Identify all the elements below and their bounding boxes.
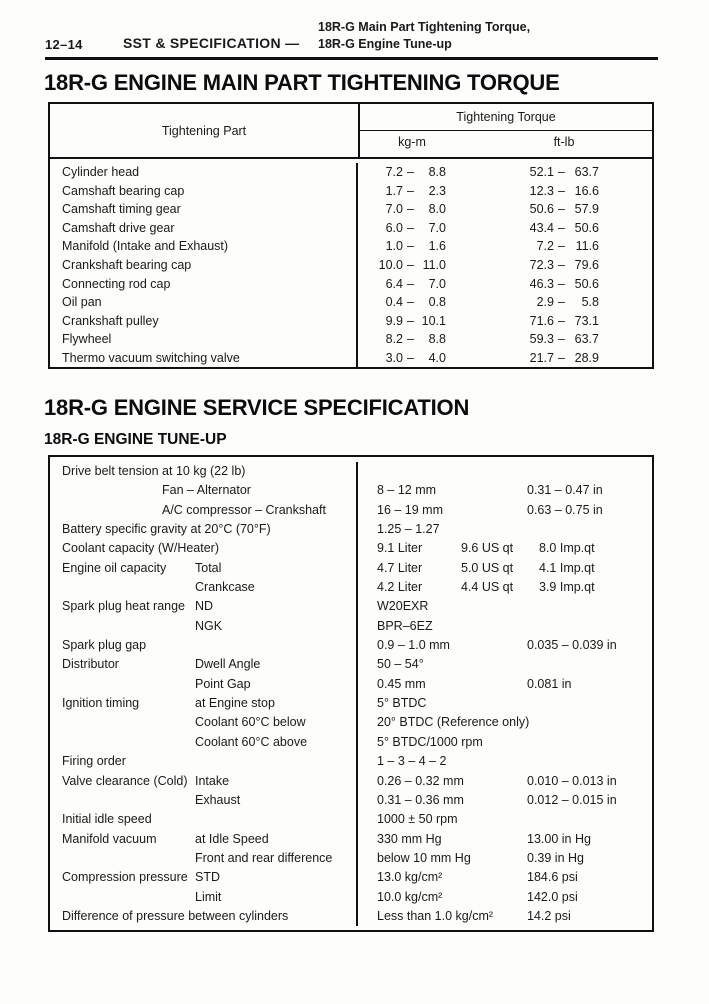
range-dash: – [558, 220, 565, 235]
spec-value-cell [358, 501, 652, 520]
table-row [50, 163, 652, 182]
spec-label: Spark plug heat range [62, 599, 186, 614]
service-section-subtitle: 18R-G ENGINE TUNE-UP [44, 431, 227, 448]
range-max: 28.9 [574, 350, 599, 365]
spec-label-cell [50, 791, 358, 810]
torque-kg-m-value [375, 330, 446, 349]
spec-value-imperial: 0.010 – 0.013 in [527, 773, 617, 788]
spec-value-imperial: 0.081 in [527, 676, 572, 691]
range-dash: – [558, 295, 565, 310]
spec-row [50, 849, 652, 868]
table-row [50, 237, 652, 256]
spec-label-cell [50, 907, 358, 926]
spec-sublabel: at Idle Speed [195, 831, 269, 846]
spec-label: Drive belt tension at 10 kg (22 lb) [62, 464, 246, 478]
spec-label-cell [50, 501, 358, 520]
spec-label-cell [50, 559, 358, 578]
spec-row [50, 791, 652, 810]
spec-value-cell [358, 520, 652, 539]
range-max: 2.3 [428, 183, 446, 198]
spec-value-us-qt: 9.6 US qt [461, 541, 514, 556]
spec-label: Distributor [62, 657, 119, 672]
spec-sublabel: Fan – Alternator [162, 483, 251, 498]
spec-value-metric: 1000 ± 50 rpm [377, 812, 458, 827]
torque-ft-lb-value [524, 163, 599, 182]
torque-kg-m-value [375, 275, 446, 294]
range-max: 11.6 [575, 239, 599, 254]
spec-value-metric: below 10 mm Hg [377, 850, 471, 865]
spec-value-cell [358, 462, 652, 481]
torque-unit-row [360, 131, 652, 157]
spec-value-cell [358, 868, 652, 887]
spec-label-cell [50, 481, 358, 500]
spec-value-metric: 5° BTDC [377, 696, 427, 711]
table-row [50, 312, 652, 331]
spec-value-metric: 0.31 – 0.36 mm [377, 792, 464, 807]
spec-row [50, 617, 652, 636]
spec-value-metric: 1 – 3 – 4 – 2 [377, 754, 447, 769]
range-min: 21.7 [529, 350, 554, 365]
range-max: 8.8 [428, 332, 446, 347]
spec-sublabel: ND [195, 599, 214, 614]
spec-value-imperial: 184.6 psi [527, 870, 578, 885]
spec-label: Manifold vacuum [62, 831, 157, 846]
spec-label-cell [50, 713, 358, 732]
torque-kg-m-value [375, 200, 446, 219]
spec-value-us-qt: 4.4 US qt [461, 580, 514, 595]
torque-values [358, 349, 652, 368]
spec-label: Initial idle speed [62, 812, 152, 827]
spec-label-cell [50, 830, 358, 849]
header-topic-line-1: 18R-G Main Part Tightening Torque, [318, 20, 531, 34]
range-dash: – [407, 220, 414, 235]
range-max: 7.0 [428, 276, 446, 291]
spec-label-cell [50, 578, 358, 597]
range-dash: – [558, 183, 565, 198]
spec-row [50, 578, 652, 597]
spec-value-cell [358, 810, 652, 829]
col-tightening-part: Tightening Part [50, 104, 360, 157]
torque-kg-m-value [375, 182, 446, 201]
range-min: 6.0 [385, 220, 403, 235]
col-ft-lb: ft-lb [553, 135, 575, 149]
spec-value-metric: 0.26 – 0.32 mm [377, 773, 464, 788]
torque-ft-lb-value [524, 275, 599, 294]
range-min: 0.4 [385, 295, 403, 310]
spec-value-imperial: 0.63 – 0.75 in [527, 502, 603, 517]
spec-label-cell [50, 636, 358, 655]
range-dash: – [407, 295, 414, 310]
range-min: 1.0 [385, 239, 403, 254]
range-max: 0.8 [428, 295, 446, 310]
table-row [50, 256, 652, 275]
part-name: Manifold (Intake and Exhaust) [50, 237, 358, 256]
spec-value-us-qt: 5.0 US qt [461, 560, 514, 575]
spec-value-imp-qt: 4.1 Imp.qt [539, 560, 595, 575]
col-kg-m: kg-m [398, 135, 426, 149]
torque-kg-m-value [375, 256, 446, 275]
range-max: 1.6 [428, 239, 446, 254]
range-max: 11.0 [422, 257, 446, 272]
spec-sublabel: Coolant 60°C below [195, 715, 306, 730]
spec-row [50, 520, 652, 539]
range-max: 50.6 [574, 220, 599, 235]
range-max: 8.0 [428, 202, 446, 217]
spec-sublabel: A/C compressor – Crankshaft [162, 502, 326, 517]
spec-sublabel: Limit [195, 889, 222, 904]
range-dash: – [407, 183, 414, 198]
spec-label: Spark plug gap [62, 638, 147, 653]
spec-value-imperial: 0.012 – 0.015 in [527, 792, 617, 807]
spec-value-metric: 1.25 – 1.27 [377, 522, 440, 537]
spec-label: Difference of pressure between cylinders [62, 908, 289, 923]
torque-ft-lb-value [524, 237, 599, 256]
range-min: 12.3 [529, 183, 554, 198]
torque-table-body [50, 159, 652, 368]
range-min: 9.9 [385, 313, 403, 328]
torque-values [358, 275, 652, 294]
torque-header-group [360, 104, 652, 157]
range-dash: – [558, 257, 565, 272]
range-max: 57.9 [574, 202, 599, 217]
range-dash: – [407, 313, 414, 328]
range-max: 63.7 [574, 165, 599, 179]
range-dash: – [558, 313, 565, 328]
torque-values [358, 200, 652, 219]
part-name: Connecting rod cap [50, 275, 358, 294]
table-row [50, 182, 652, 201]
spec-label: Battery specific gravity at 20°C (70°F) [62, 522, 271, 537]
range-max: 16.6 [574, 183, 599, 198]
spec-value-cell [358, 791, 652, 810]
spec-value-metric: 4.2 Liter [377, 580, 423, 595]
spec-sublabel: Coolant 60°C above [195, 734, 308, 749]
spec-sublabel: Point Gap [195, 676, 251, 691]
spec-value-metric: 13.0 kg/cm² [377, 870, 443, 885]
spec-value-cell [358, 849, 652, 868]
range-dash: – [558, 165, 565, 179]
range-min: 2.9 [536, 295, 554, 310]
spec-label-cell [50, 617, 358, 636]
torque-kg-m-value [375, 163, 446, 182]
spec-label-cell [50, 675, 358, 694]
range-max: 63.7 [574, 332, 599, 347]
spec-sublabel: Dwell Angle [195, 657, 261, 672]
torque-kg-m-value [375, 349, 446, 368]
spec-row [50, 772, 652, 791]
torque-values [358, 330, 652, 349]
spec-row [50, 810, 652, 829]
spec-row [50, 655, 652, 674]
spec-label-cell [50, 752, 358, 771]
torque-values [358, 293, 652, 312]
part-name: Thermo vacuum switching valve [50, 349, 358, 368]
spec-value-metric: 50 – 54° [377, 657, 424, 672]
range-max: 50.6 [574, 276, 599, 291]
header-topic-line-2: 18R-G Engine Tune-up [318, 37, 452, 51]
range-dash: – [558, 202, 565, 217]
spec-label: Engine oil capacity [62, 560, 167, 575]
spec-label-cell [50, 539, 358, 558]
spec-value-imp-qt: 8.0 Imp.qt [539, 541, 595, 556]
range-max: 79.6 [574, 257, 599, 272]
range-min: 50.6 [529, 202, 554, 217]
spec-value-imperial: 142.0 psi [527, 889, 578, 904]
range-max: 73.1 [574, 313, 599, 328]
part-name: Camshaft bearing cap [50, 182, 358, 201]
spec-label-cell [50, 772, 358, 791]
part-name: Camshaft timing gear [50, 200, 358, 219]
spec-sublabel: STD [195, 870, 220, 885]
range-max: 10.1 [421, 313, 446, 328]
torque-values [358, 312, 652, 331]
torque-ft-lb-value [524, 256, 599, 275]
range-dash: – [558, 350, 565, 365]
range-dash: – [407, 257, 414, 272]
spec-value-metric: 10.0 kg/cm² [377, 889, 443, 904]
spec-label: Compression pressure [62, 870, 188, 885]
spec-row [50, 868, 652, 887]
range-min: 46.3 [529, 276, 554, 291]
torque-section-title: 18R-G ENGINE MAIN PART TIGHTENING TORQUE [44, 70, 560, 95]
spec-value-cell [358, 559, 652, 578]
tightening-torque-table [48, 102, 654, 369]
spec-value-metric: 5° BTDC/1000 rpm [377, 734, 483, 749]
spec-row [50, 481, 652, 500]
spec-sublabel: Intake [195, 773, 230, 788]
range-min: 52.1 [529, 165, 554, 179]
spec-label-cell [50, 694, 358, 713]
range-min: 7.2 [536, 239, 554, 254]
spec-value-cell [358, 655, 652, 674]
range-dash: – [407, 239, 414, 254]
torque-ft-lb-value [524, 312, 599, 331]
spec-value-imperial: 14.2 psi [527, 908, 571, 923]
spec-row [50, 907, 652, 926]
spec-label: Coolant capacity (W/Heater) [62, 541, 220, 556]
spec-value-metric: 16 – 19 mm [377, 502, 444, 517]
engine-tune-up-table [48, 455, 654, 932]
spec-value-imperial: 13.00 in Hg [527, 831, 591, 846]
range-min: 43.4 [529, 220, 554, 235]
range-max: 5.8 [581, 295, 599, 310]
spec-value-imperial: 0.39 in Hg [527, 850, 584, 865]
range-max: 8.8 [428, 165, 446, 179]
spec-label-cell [50, 849, 358, 868]
range-min: 10.0 [378, 257, 403, 272]
spec-row [50, 752, 652, 771]
spec-value-cell [358, 597, 652, 616]
spec-value-cell [358, 539, 652, 558]
spec-value-metric: 4.7 Liter [377, 560, 423, 575]
spec-row [50, 888, 652, 907]
spec-value-cell [358, 907, 652, 926]
spec-sublabel: Total [195, 560, 222, 575]
spec-label-cell [50, 733, 358, 752]
spec-row [50, 559, 652, 578]
torque-values [358, 256, 652, 275]
spec-value-metric: W20EXR [377, 599, 429, 614]
part-name: Flywheel [50, 330, 358, 349]
torque-ft-lb-value [524, 349, 599, 368]
spec-row [50, 462, 652, 481]
range-min: 1.7 [385, 183, 403, 198]
spec-value-cell [358, 636, 652, 655]
spec-value-cell [358, 617, 652, 636]
spec-label-cell [50, 520, 358, 539]
range-dash: – [558, 276, 565, 291]
range-min: 71.6 [529, 313, 554, 328]
part-name: Camshaft drive gear [50, 219, 358, 238]
col-tightening-torque: Tightening Torque [360, 104, 652, 131]
torque-values [358, 237, 652, 256]
service-section-title: 18R-G ENGINE SERVICE SPECIFICATION [44, 395, 470, 420]
part-name: Oil pan [50, 293, 358, 312]
table-row [50, 200, 652, 219]
spec-sublabel: Exhaust [195, 792, 241, 807]
spec-row [50, 636, 652, 655]
table-row [50, 349, 652, 368]
header-rule [45, 57, 658, 60]
spec-label: Valve clearance (Cold) [62, 773, 188, 788]
spec-value-cell [358, 578, 652, 597]
range-dash: – [407, 332, 414, 347]
table-row [50, 330, 652, 349]
part-name: Crankshaft pulley [50, 312, 358, 331]
torque-ft-lb-value [524, 330, 599, 349]
part-name: Cylinder head [50, 163, 358, 182]
range-min: 7.0 [385, 202, 403, 217]
table-row [50, 219, 652, 238]
spec-row [50, 675, 652, 694]
spec-value-cell [358, 675, 652, 694]
torque-ft-lb-value [524, 219, 599, 238]
range-min: 3.0 [385, 350, 403, 365]
spec-value-cell [358, 713, 652, 732]
range-dash: – [407, 165, 414, 179]
spec-value-cell [358, 733, 652, 752]
spec-value-metric: BPR–6EZ [377, 618, 433, 633]
torque-values [358, 219, 652, 238]
spec-label-cell [50, 597, 358, 616]
range-dash: – [407, 350, 414, 365]
range-max: 7.0 [428, 220, 446, 235]
spec-value-cell [358, 752, 652, 771]
spec-label-cell [50, 888, 358, 907]
range-min: 6.4 [385, 276, 403, 291]
spec-row [50, 733, 652, 752]
torque-kg-m-value [375, 293, 446, 312]
spec-value-metric: 330 mm Hg [377, 831, 442, 846]
spec-value-cell [358, 694, 652, 713]
spec-value-cell [358, 481, 652, 500]
torque-kg-m-value [375, 237, 446, 256]
range-dash: – [407, 276, 414, 291]
range-max: 4.0 [428, 350, 446, 365]
spec-label-cell [50, 810, 358, 829]
torque-kg-m-value [375, 312, 446, 331]
range-dash: – [407, 202, 414, 217]
table-row [50, 293, 652, 312]
spec-sublabel: NGK [195, 618, 223, 633]
spec-row [50, 539, 652, 558]
torque-values [358, 182, 652, 201]
torque-table-header [50, 104, 652, 159]
spec-row [50, 830, 652, 849]
torque-ft-lb-value [524, 200, 599, 219]
range-dash: – [558, 239, 565, 254]
spec-row [50, 694, 652, 713]
torque-values [358, 163, 652, 182]
spec-value-cell [358, 888, 652, 907]
range-dash: – [558, 332, 565, 347]
spec-label: Ignition timing [62, 696, 140, 711]
spec-value-metric: 0.9 – 1.0 mm [377, 638, 450, 653]
torque-kg-m-value [375, 219, 446, 238]
spec-label-cell [50, 462, 358, 481]
spec-row [50, 597, 652, 616]
spec-row [50, 713, 652, 732]
spec-value-imperial: 0.035 – 0.039 in [527, 638, 617, 653]
spec-row [50, 501, 652, 520]
range-min: 72.3 [529, 257, 554, 272]
spec-sublabel: at Engine stop [195, 696, 275, 711]
spec-value-metric: 20° BTDC (Reference only) [377, 715, 530, 730]
spec-sublabel: Crankcase [195, 580, 255, 595]
spec-label: Firing order [62, 754, 126, 769]
spec-label-cell [50, 868, 358, 887]
spec-sublabel: Front and rear difference [195, 850, 333, 865]
spec-value-imperial: 0.31 – 0.47 in [527, 483, 603, 498]
spec-value-metric: Less than 1.0 kg/cm² [377, 908, 494, 923]
torque-ft-lb-value [524, 182, 599, 201]
torque-ft-lb-value [524, 293, 599, 312]
spec-value-cell [358, 772, 652, 791]
spec-value-metric: 0.45 mm [377, 676, 426, 691]
spec-value-metric: 9.1 Liter [377, 541, 423, 556]
spec-value-metric: 8 – 12 mm [377, 483, 437, 498]
spec-label-cell [50, 655, 358, 674]
range-min: 59.3 [529, 332, 554, 347]
range-min: 7.2 [385, 165, 403, 179]
spec-value-cell [358, 830, 652, 849]
part-name: Crankshaft bearing cap [50, 256, 358, 275]
page-number: 12–14 [45, 37, 83, 52]
section-title: SST & SPECIFICATION — [123, 35, 300, 51]
spec-value-imp-qt: 3.9 Imp.qt [539, 580, 595, 595]
table-row [50, 275, 652, 294]
range-min: 8.2 [385, 332, 403, 347]
